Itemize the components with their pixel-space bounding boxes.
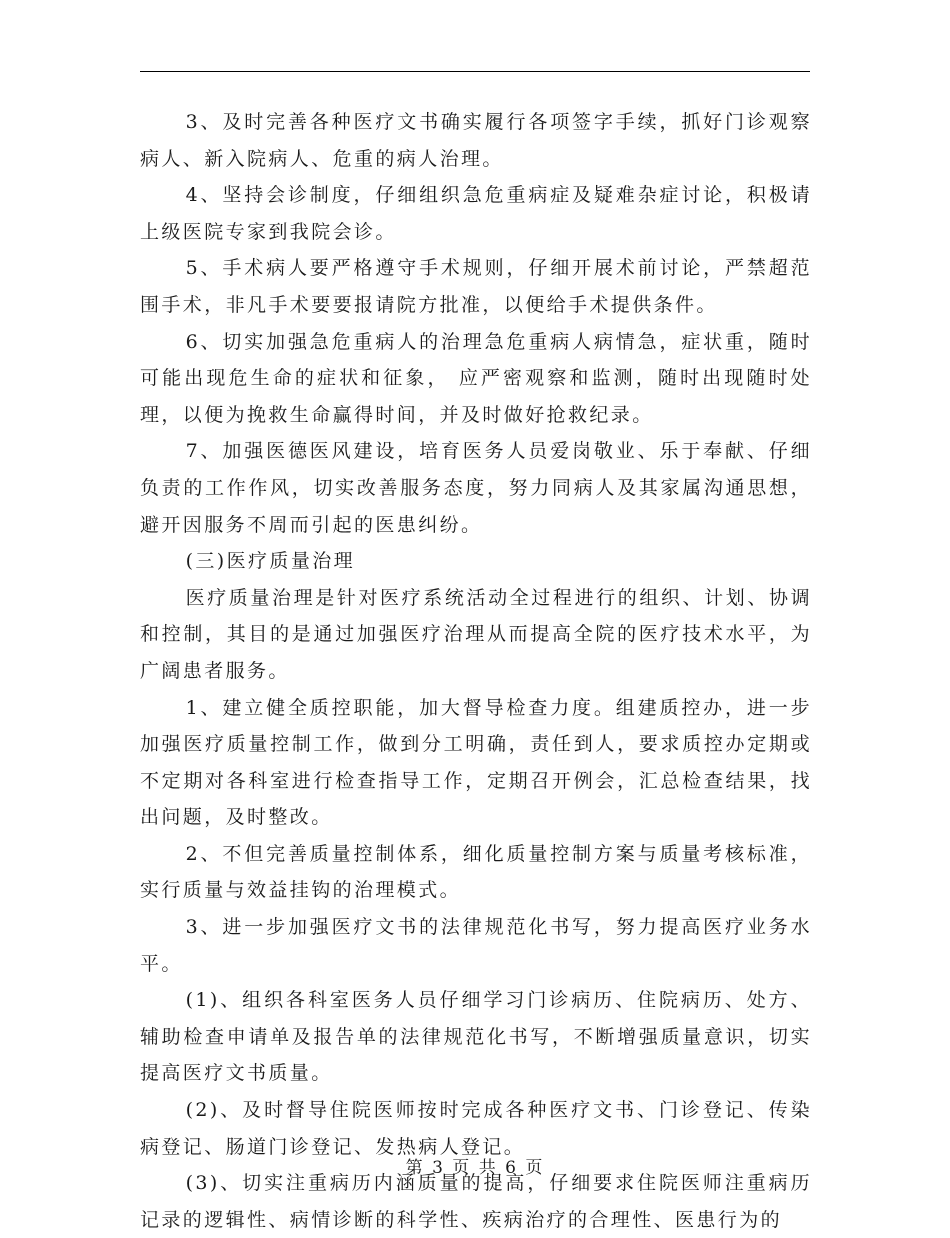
paragraph-item-7-medical-ethics: 7、加强医德医风建设，培育医务人员爱岗敬业、乐于奉献、仔细负责的工作作风，切实改善服务态度，努力同病人及其家属沟通思想，避开因服务不周而引起的医患纠纷。 <box>140 440 812 536</box>
paragraph-subitem-1: (1)、组织各科室医务人员仔细学习门诊病历、住院病历、处方、辅助检查申请单及报告单的法律规范化书写，不断增强质量意识，切实提高医疗文书质量。 <box>140 989 812 1085</box>
paragraph-item-5-surgery: 5、手术病人要严格遵守手术规则，仔细开展术前讨论，严禁超范围手术，非凡手术要要报请院方批准，以便给手术提供条件。 <box>140 257 812 316</box>
document-body <box>140 104 812 1238</box>
header-rule <box>140 71 810 72</box>
paragraph-subitem-3: (3)、切实注重病历内涵质量的提高，仔细要求住院医师注重病历记录的逻辑性、病情诊断的科学性、疾病治疗的合理性、医患行为的 <box>140 1172 812 1231</box>
paragraph-item-1-quality-control: 1、建立健全质控职能，加大督导检查力度。组建质控办，进一步加强医疗质量控制工作，做到分工明确，责任到人，要求质控办定期或不定期对各科室进行检查指导工作，定期召开例会，汇总检查结果，找出问题，及时整改。 <box>140 696 812 829</box>
paragraph-item-4-consultation: 4、坚持会诊制度，仔细组织急危重病症及疑难杂症讨论，积极请上级医院专家到我院会诊。 <box>140 184 812 243</box>
paragraph-item-6-critical-patients: 6、切实加强急危重病人的治理急危重病人病情急，症状重，随时可能出现危生命的症状和征象， 应严密观察和监测，随时出现随时处理，以便为挽救生命赢得时间，并及时做好抢救纪录。 <box>140 330 812 426</box>
paragraph-item-3-signatures: 3、及时完善各种医疗文书确实履行各项签字手续，抓好门诊观察病人、新入院病人、危重的病人治理。 <box>140 111 812 170</box>
paragraph-item-3-documentation: 3、进一步加强医疗文书的法律规范化书写，努力提高医疗业务水平。 <box>140 916 812 975</box>
paragraph-item-2-quality-system: 2、不但完善质量控制体系，细化质量控制方案与质量考核标准，实行质量与效益挂钩的治理模式。 <box>140 842 812 902</box>
section-heading-quality-management: (三)医疗质量治理 <box>185 550 356 573</box>
paragraph-subitem-2: (2)、及时督导住院医师按时完成各种医疗文书、门诊登记、传染病登记、肠道门诊登记、发热病人登记。 <box>140 1099 812 1158</box>
page-number-footer: 第 3 页 共 6 页 <box>405 1158 545 1178</box>
paragraph-quality-intro: 医疗质量治理是针对医疗系统活动全过程进行的组织、计划、协调和控制，其目的是通过加强医疗治理从而提高全院的医疗技术水平，为广阔患者服务。 <box>140 586 812 682</box>
